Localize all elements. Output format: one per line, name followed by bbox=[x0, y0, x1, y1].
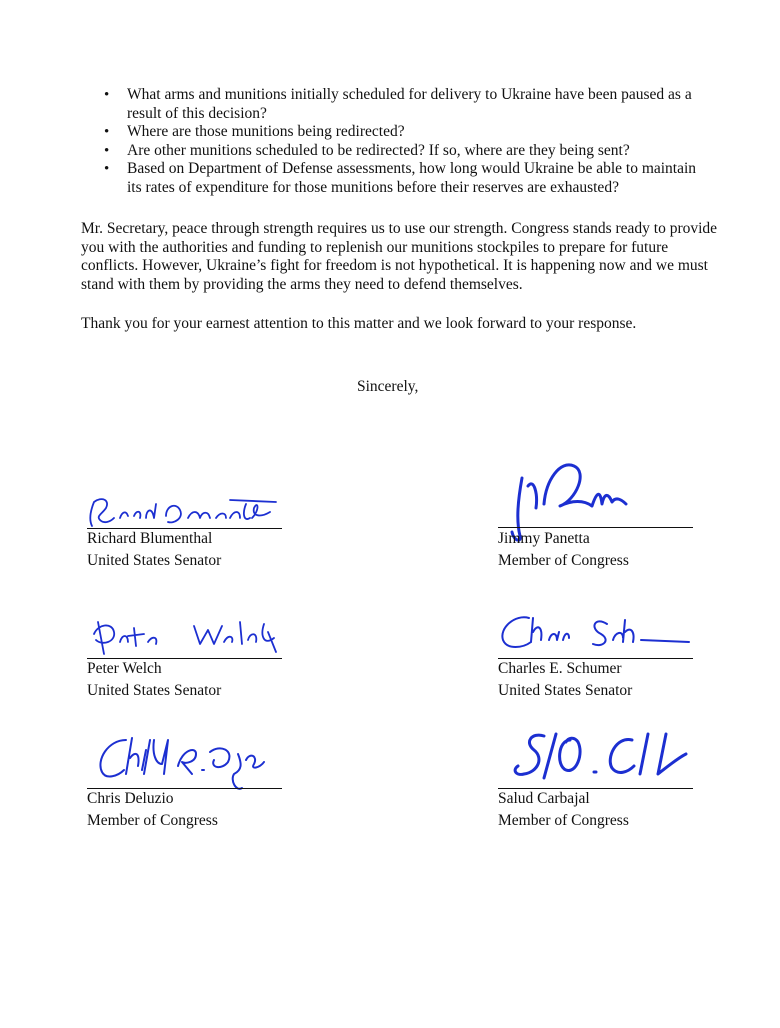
signatory-title: United States Senator bbox=[87, 552, 222, 569]
signatory-name: Richard Blumenthal bbox=[87, 530, 213, 547]
thank-you-paragraph: Thank you for your earnest attention to this matter and we look forward to your response. bbox=[81, 315, 637, 332]
list-item: • Where are those munitions being redirected? bbox=[104, 123, 704, 142]
signatory-title: United States Senator bbox=[498, 682, 633, 699]
signatory-name: Chris Deluzio bbox=[87, 790, 174, 807]
signatory-name: Salud Carbajal bbox=[498, 790, 590, 807]
signatory-name: Charles E. Schumer bbox=[498, 660, 622, 677]
body-paragraph: Mr. Secretary, peace through strength requires us to use our strength. Congress stands ready to provide you with the authorities and funding to replenish our munitions stockpiles to prepare for future conflicts. However, Ukraine’s fight for freedom is not hypothetical. It is happening now and we must stand with them by providing the arms they need to defend themselves. bbox=[81, 220, 718, 293]
closing: Sincerely, bbox=[357, 378, 419, 395]
question-list bbox=[104, 86, 704, 197]
handwritten-signature-welch-icon bbox=[84, 612, 279, 657]
signatory-title: Member of Congress bbox=[87, 812, 218, 829]
handwritten-signature-schumer-icon bbox=[495, 610, 690, 655]
signatory-name: Peter Welch bbox=[87, 660, 162, 677]
handwritten-signature-blumenthal-icon bbox=[80, 488, 280, 533]
list-item: • Based on Department of Defense assessments, how long would Ukraine be able to maintain its rates of expenditure for those munitions before their reserves are exhausted? bbox=[104, 160, 704, 197]
list-item: • Are other munitions scheduled to be redirected? If so, where are they being sent? bbox=[104, 142, 704, 161]
signatory-title: Member of Congress bbox=[498, 812, 629, 829]
signatory-title: Member of Congress bbox=[498, 552, 629, 569]
list-item: • What arms and munitions initially scheduled for delivery to Ukraine have been paused as a result of this decision? bbox=[104, 86, 704, 123]
signatory-title: United States Senator bbox=[87, 682, 222, 699]
handwritten-signature-carbajal-icon bbox=[504, 728, 694, 788]
signatory-name: Jimmy Panetta bbox=[498, 530, 590, 547]
